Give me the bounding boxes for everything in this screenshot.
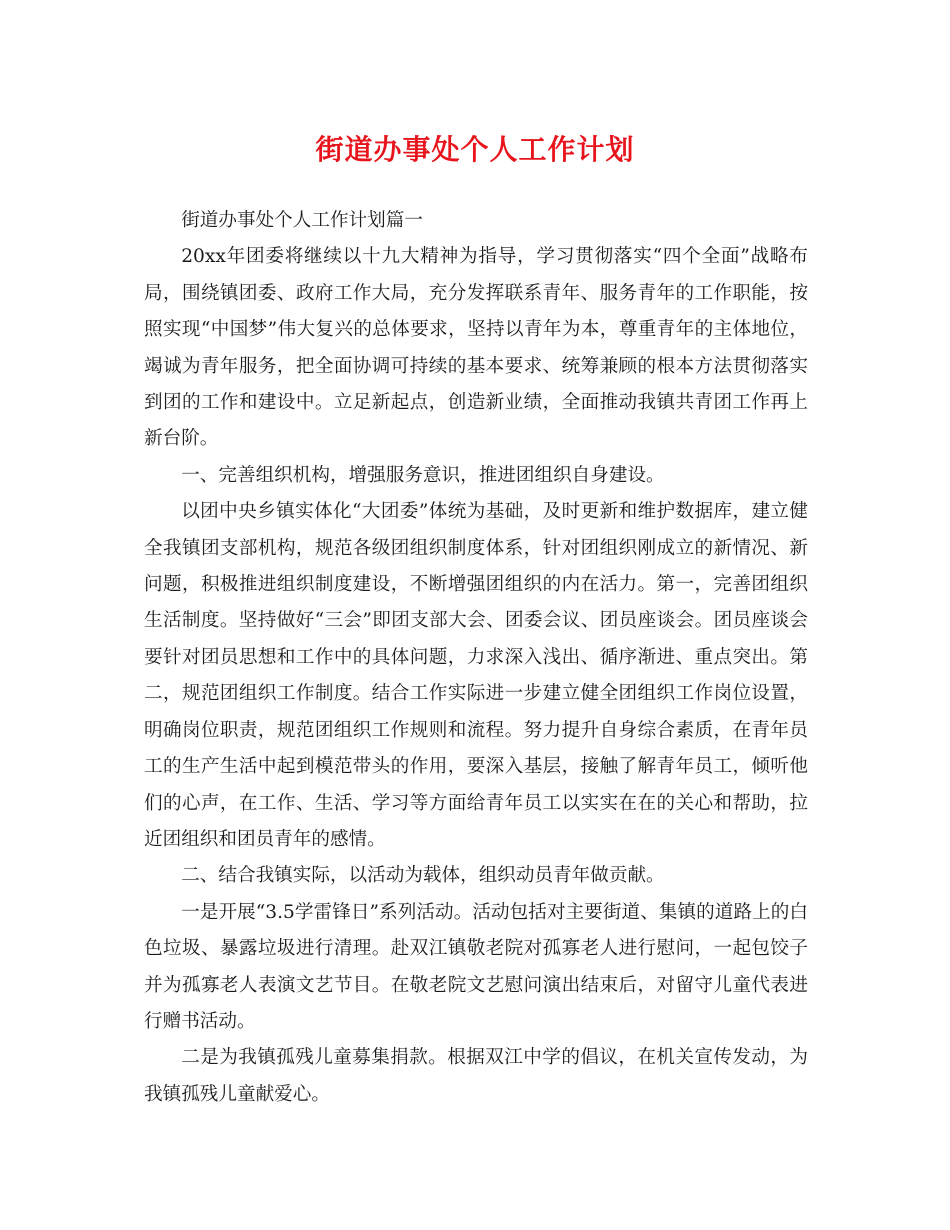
paragraph-heading: 一、完善组织机构，增强服务意识，推进团组织自身建设。 bbox=[181, 464, 665, 486]
document-body bbox=[144, 203, 808, 1113]
paragraph-heading: 二、结合我镇实际，以活动为载体，组织动员青年做贡献。 bbox=[181, 865, 665, 887]
document-title: 街道办事处个人工作计划 bbox=[315, 133, 635, 166]
section-heading: 街道办事处个人工作计划篇一 bbox=[181, 210, 423, 231]
paragraph: 一是开展“3.5学雷锋日”系列活动。活动包括对主要街道、集镇的道路上的白色垃圾、暴露垃圾进行清理。赴双江镇敬老院对孤寡老人进行慰问，一起包饺子并为孤寡老人表演文艺节目。在敬老院文艺慰问演出结束后，对留守儿童代表进行赠书活动。 bbox=[144, 901, 808, 1032]
paragraph: 以团中央乡镇实体化“大团委”体统为基础，及时更新和维护数据库，建立健全我镇团支部机构，规范各级团组织制度体系，针对团组织刚成立的新情况、新问题，积极推进组织制度建设，不断增强团组织的内在活力。第一，完善团组织生活制度。坚持做好“三会”即团支部大会、团委会议、团员座谈会。团员座谈会要针对团员思想和工作中的具体问题，力求深入浅出、循序渐进、重点突出。第二，规范团组织工作制度。结合工作实际进一步建立健全团组织工作岗位设置，明确岗位职责，规范团组织工作规则和流程。努力提升自身综合素质，在青年员工的生产生活中起到模范带头的作用，要深入基层，接触了解青年员工，倾听他们的心声，在工作、生活、学习等方面给青年员工以实实在在的关心和帮助，拉近团组织和团员青年的感情。 bbox=[144, 501, 808, 850]
paragraph: 20xx年团委将继续以十九大精神为指导，学习贯彻落实“四个全面”战略布局，围绕镇团委、政府工作大局，充分发挥联系青年、服务青年的工作职能，按照实现“中国梦”伟大复兴的总体要求，坚持以青年为本，尊重青年的主体地位，竭诚为青年服务，把全面协调可持续的基本要求、统筹兼顾的根本方法贯彻落实到团的工作和建设中。立足新起点，创造新业绩，全面推动我镇共青团工作再上新台阶。 bbox=[144, 246, 808, 450]
paragraph: 二是为我镇孤残儿童募集捐款。根据双江中学的倡议，在机关宣传发动，为我镇孤残儿童献爱心。 bbox=[144, 1047, 808, 1105]
